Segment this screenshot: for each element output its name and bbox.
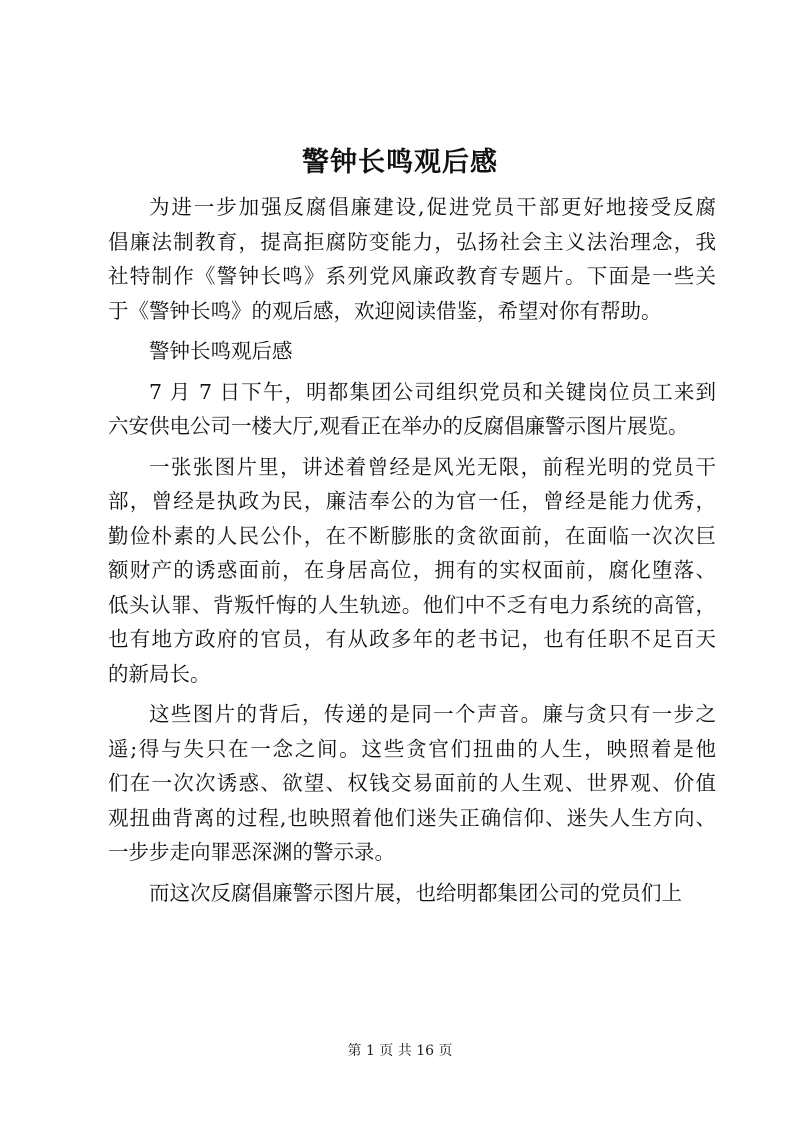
paragraph-4-line-6: 也有地方政府的官员，有从政多年的老书记，也有任职不足百天 bbox=[108, 627, 716, 651]
paragraph-5-line-3: 们在一次次诱惑、欲望、权钱交易面前的人生观、世界观、价值 bbox=[108, 771, 716, 795]
paragraph-5-line-2: 遥;得与失只在一念之间。这些贪官们扭曲的人生，映照着是他 bbox=[108, 736, 716, 761]
paragraph-4-line-2: 部，曾经是执政为民，廉洁奉公的为官一任，曾经是能力优秀， bbox=[108, 489, 716, 513]
paragraph-1-line-1: 为进一步加强反腐倡廉建设,促进党员干部更好地接受反腐 bbox=[149, 195, 716, 219]
page-title: 警钟长鸣观后感 bbox=[302, 147, 498, 178]
paragraph-4-line-4: 额财产的诱惑面前，在身居高位，拥有的实权面前，腐化堕落、 bbox=[108, 558, 716, 582]
paragraph-1-line-4: 于《警钟长鸣》的观后感，欢迎阅读借鉴，希望对你有帮助。 bbox=[108, 298, 662, 323]
paragraph-5-line-1: 这些图片的背后，传递的是同一个声音。廉与贪只有一步之 bbox=[149, 702, 716, 726]
paragraph-5-line-5: 一步步走向罪恶深渊的警示录。 bbox=[108, 840, 395, 864]
paragraph-3-line-2: 六安供电公司一楼大厅,观看正在举办的反腐倡廉警示图片展览。 bbox=[108, 414, 689, 438]
paragraph-4-line-7: 的新局长。 bbox=[108, 661, 211, 686]
document-body bbox=[108, 190, 716, 910]
paragraph-5-line-4: 观扭曲背离的过程,也映照着他们迷失正确信仰、迷失人生方向、 bbox=[108, 805, 716, 830]
paragraph-4-line-3: 勤俭朴素的人民公仆，在不断膨胀的贪欲面前，在面临一次次巨 bbox=[108, 523, 716, 548]
paragraph-3-line-1: 7 月 7 日下午，明都集团公司组织党员和关键岗位员工来到 bbox=[149, 379, 716, 404]
paragraph-4-line-1: 一张张图片里，讲述着曾经是风光无限，前程光明的党员干 bbox=[149, 454, 716, 479]
page-footer: 第 1 页 共 16 页 bbox=[347, 1043, 453, 1059]
section-heading: 警钟长鸣观后感 bbox=[149, 339, 293, 363]
paragraph-1-line-3: 社特制作《警钟长鸣》系列党风廉政教育专题片。下面是一些关 bbox=[108, 264, 716, 288]
paragraph-4-line-5: 低头认罪、背叛忏悔的人生轨迹。他们中不乏有电力系统的高管， bbox=[108, 592, 716, 617]
paragraph-1-line-2: 倡廉法制教育，提高拒腐防变能力，弘扬社会主义法治理念，我 bbox=[108, 229, 716, 254]
paragraph-6-line-1: 而这次反腐倡廉警示图片展，也给明都集团公司的党员们上 bbox=[149, 880, 682, 905]
